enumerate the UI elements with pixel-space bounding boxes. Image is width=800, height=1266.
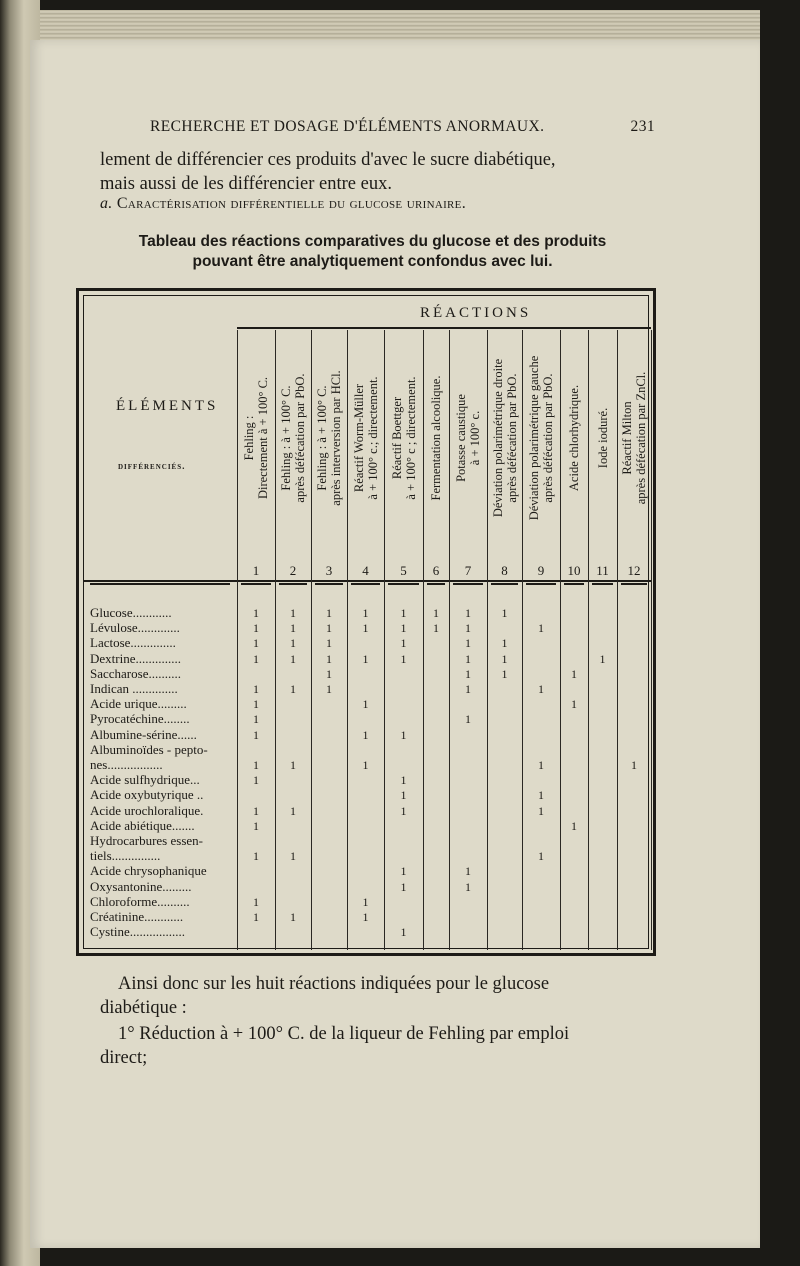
row-label: Hydrocarbures essen-: [90, 833, 203, 848]
column-number-8: 8: [501, 563, 508, 578]
reaction-mark: 1: [290, 606, 296, 620]
reaction-mark: 1: [326, 636, 332, 651]
row-label: Acide urique.........: [90, 696, 187, 712]
column-header-line-2: après défécation par ZnCl.: [634, 371, 648, 505]
row-label: Chloroforme..........: [90, 893, 190, 909]
column-rule-9: [560, 330, 561, 950]
column-number-11: 11: [596, 563, 609, 578]
column-header-11: [596, 320, 610, 556]
page-number: 231: [630, 118, 655, 135]
reaction-mark: 1: [253, 727, 259, 742]
reaction-mark: 1: [501, 666, 508, 681]
reaction-mark: 1: [326, 621, 332, 636]
reaction-mark: 1: [631, 758, 637, 772]
row-label: Créatinine............: [90, 909, 184, 924]
row-label: Lévulose.............: [90, 620, 180, 636]
row-label: nes.................: [90, 757, 163, 772]
reaction-mark: 1: [465, 879, 471, 894]
reaction-mark: 1: [400, 879, 407, 894]
column-header-line-1: Fermentation alcoolique.: [429, 375, 443, 501]
reaction-mark: 1: [290, 910, 296, 924]
column-number-rule: [241, 583, 271, 585]
column-number-rule: [453, 583, 483, 585]
column-header-line-1: Réactif Boettger: [389, 396, 404, 480]
conclusion-line-1: Ainsi donc sur les huit réactions indiquées pour le glucose: [118, 974, 550, 994]
reaction-mark: 1: [465, 636, 471, 651]
column-number-12: 12: [627, 563, 641, 578]
intro-line-1: lement de différencier ces produits d'avec le sucre diabétique,: [100, 150, 556, 170]
row-label: tiels...............: [90, 848, 161, 864]
reaction-mark: 1: [400, 636, 407, 651]
column-rule-1: [275, 330, 276, 950]
reaction-mark: 1: [253, 636, 259, 651]
reaction-mark: 1: [538, 621, 544, 636]
column-header-7: [454, 320, 482, 556]
column-header-3: [315, 320, 343, 556]
column-number-7: 7: [464, 563, 472, 578]
reaction-mark: 1: [400, 606, 407, 620]
reaction-mark: 1: [253, 712, 259, 727]
reaction-mark: 1: [571, 697, 577, 712]
column-rule-0: [237, 330, 238, 950]
reaction-mark: 1: [362, 621, 369, 636]
reaction-mark: 1: [290, 636, 296, 651]
reaction-mark: 1: [571, 818, 577, 833]
row-label: Acide oxybutyrique ..: [90, 787, 204, 803]
column-number-rule: [592, 583, 613, 585]
reaction-mark: 1: [290, 682, 296, 696]
reaction-mark: 1: [253, 621, 259, 636]
column-number-9: 9: [537, 563, 545, 578]
column-header-1: [242, 320, 270, 556]
elements-header: ÉLÉMENTS: [116, 398, 219, 414]
row-label: Cystine.................: [90, 924, 185, 940]
column-header-10: [567, 320, 581, 556]
row-label: Acide abiétique.......: [90, 817, 195, 833]
column-header-12: [620, 320, 648, 556]
conclusion-line-4: direct;: [100, 1048, 148, 1068]
column-rule-2: [311, 330, 312, 950]
column-header-line-1: Déviation polarimétrique droite: [490, 358, 505, 518]
reaction-mark: 1: [501, 606, 508, 620]
header-rule: [84, 580, 651, 582]
column-number-rule: [351, 583, 380, 585]
reactions-group-header: RÉACTIONS: [420, 305, 532, 321]
column-number-rule: [564, 583, 584, 585]
column-header-2: [279, 320, 307, 556]
reaction-mark: 1: [599, 651, 606, 666]
column-number-1: 1: [252, 563, 260, 578]
row-label: Albuminoïdes - pepto-: [90, 741, 208, 757]
conclusion-line-3: 1° Réduction à + 100° C. de la liqueur de Fehling par emploi: [118, 1024, 570, 1044]
running-head: [150, 118, 655, 136]
reaction-mark: 1: [253, 818, 259, 833]
reaction-mark: 1: [400, 651, 407, 666]
reaction-mark: 1: [501, 636, 508, 651]
row-label: Oxysantonine.........: [90, 878, 192, 894]
reaction-mark: 1: [362, 727, 369, 742]
column-rule-12: [651, 330, 652, 950]
reaction-mark: 1: [571, 666, 577, 681]
reaction-mark: 1: [253, 849, 259, 864]
reaction-mark: 1: [465, 864, 471, 879]
reaction-mark: 1: [253, 682, 259, 696]
reaction-mark: 1: [253, 697, 259, 712]
column-rule-4: [384, 330, 385, 950]
reaction-mark: 1: [400, 788, 407, 803]
column-header-line-1: Réactif Worm-Müller: [351, 383, 366, 493]
reaction-mark: 1: [290, 758, 296, 772]
reaction-mark: 1: [253, 758, 259, 772]
reaction-mark: 1: [290, 651, 296, 666]
column-number-rule: [621, 583, 647, 585]
column-header-line-2: après défécation par PbO.: [541, 373, 555, 503]
reaction-mark: 1: [253, 606, 259, 620]
intro-line-2: mais aussi de les différencier entre eux.: [100, 174, 392, 194]
running-head-title: RECHERCHE ET DOSAGE D'ÉLÉMENTS ANORMAUX.: [150, 118, 545, 135]
reaction-mark: 1: [326, 682, 332, 696]
column-header-6: [429, 320, 443, 556]
reaction-mark: 1: [465, 666, 471, 681]
column-number-rule: [279, 583, 307, 585]
reaction-mark: 1: [465, 606, 471, 620]
column-number-rule: [388, 583, 419, 585]
column-number-5: 5: [400, 563, 407, 578]
column-header-line-2: après défécation par PbO.: [293, 373, 307, 503]
column-number-rule: [491, 583, 518, 585]
column-header-line-2: à + 100° c.; directement.: [365, 376, 380, 500]
reaction-mark: 1: [290, 621, 296, 636]
column-header-line-1: Réactif Milton: [620, 401, 634, 475]
subsection-heading: [100, 195, 466, 213]
column-header-line-2: après défécation par PbO.: [504, 373, 519, 503]
column-rule-8: [522, 330, 523, 950]
column-rule-6: [449, 330, 450, 950]
column-header-line-1: Déviation polarimétrique gauche: [527, 355, 541, 521]
row-label: Acide urochloralique.: [90, 802, 204, 818]
reaction-mark: 1: [538, 849, 544, 864]
column-rule-3: [347, 330, 348, 950]
row-label: Lactose..............: [90, 635, 176, 651]
column-header-9: [527, 320, 555, 556]
reaction-mark: 1: [465, 621, 471, 636]
reaction-mark: 1: [433, 621, 439, 636]
column-header-line-1: Iode ioduré.: [595, 407, 610, 469]
column-rule-7: [487, 330, 488, 950]
reaction-mark: 1: [362, 606, 369, 620]
row-label: Pyrocatéchine........: [90, 711, 190, 727]
reaction-mark: 1: [326, 651, 332, 666]
reaction-mark: 1: [253, 910, 259, 924]
column-number-10: 10: [567, 563, 581, 578]
subsection-letter: a.: [100, 195, 113, 212]
reaction-mark: 1: [400, 621, 407, 636]
reaction-mark: 1: [362, 910, 369, 924]
reaction-mark: 1: [538, 682, 544, 696]
reaction-mark: 1: [362, 894, 369, 909]
column-header-line-1: Fehling :: [242, 415, 256, 461]
column-number-3: 3: [325, 563, 333, 578]
column-number-rule: [315, 583, 343, 585]
reaction-mark: 1: [362, 697, 369, 712]
reaction-mark: 1: [290, 849, 296, 864]
column-number-rule: [526, 583, 556, 585]
column-header-line-1: Potasse caustique: [454, 394, 468, 482]
row-label: Glucose............: [90, 605, 172, 620]
caption-line-2: pouvant être analytiquement confondus avec lui.: [192, 253, 553, 270]
reaction-mark: 1: [290, 803, 296, 818]
column-number-2: 2: [289, 563, 297, 578]
reaction-mark: 1: [253, 894, 259, 909]
reaction-mark: 1: [538, 788, 544, 803]
row-label: Albumine-sérine......: [90, 726, 197, 742]
row-label: Indican ..............: [90, 681, 178, 696]
column-header-4: [352, 320, 380, 556]
column-header-line-2: à + 100° c.: [468, 410, 482, 466]
column-header-line-1: Acide chlorhydrique.: [567, 384, 581, 492]
row-label: Acide chrysophanique: [90, 863, 207, 879]
column-header-line-2: après interversion par HCl.: [329, 370, 343, 506]
column-header-line-2: Directement à + 100° C.: [256, 376, 270, 500]
reaction-mark: 1: [400, 773, 407, 788]
reaction-mark: 1: [326, 606, 332, 620]
column-number-6: 6: [432, 563, 440, 578]
column-rule-10: [588, 330, 589, 950]
subsection-title: Caractérisation différentielle du glucose urinaire.: [116, 195, 466, 212]
reaction-mark: 1: [400, 864, 407, 879]
label-number-rule: [90, 583, 230, 585]
reaction-mark: 1: [362, 758, 369, 772]
row-label: Dextrine..............: [90, 650, 181, 666]
column-header-line-1: Fehling : à + 100° C.: [279, 385, 293, 491]
reaction-mark: 1: [326, 666, 332, 681]
reaction-mark: 1: [400, 803, 407, 818]
reaction-mark: 1: [362, 651, 369, 666]
row-label: Acide sulfhydrique...: [90, 772, 200, 788]
caption-line-1: Tableau des réactions comparatives du glucose et des produits: [138, 233, 607, 250]
reaction-mark: 1: [465, 712, 471, 727]
column-header-5: [390, 320, 418, 556]
reaction-mark: 1: [465, 682, 471, 696]
column-header-line-2: à + 100° c ; directement.: [403, 376, 418, 500]
row-label: Saccharose..........: [90, 665, 181, 681]
conclusion-line-2: diabétique :: [100, 998, 187, 1018]
reaction-mark: 1: [400, 727, 407, 742]
reaction-mark: 1: [253, 803, 259, 818]
reaction-mark: 1: [400, 925, 407, 940]
reaction-mark: 1: [433, 606, 439, 620]
reaction-mark: 1: [501, 651, 508, 666]
column-rule-11: [617, 330, 618, 950]
column-rule-5: [423, 330, 424, 950]
reaction-mark: 1: [538, 758, 544, 772]
reaction-mark: 1: [253, 651, 259, 666]
column-number-4: 4: [362, 563, 369, 578]
reaction-mark: 1: [253, 773, 259, 788]
column-number-rule: [427, 583, 445, 585]
column-header-8: [491, 320, 519, 556]
elements-subheader: différenciés.: [118, 462, 186, 472]
table-caption: [95, 232, 650, 272]
column-header-line-1: Fehling : à + 100° C.: [315, 385, 329, 491]
reaction-mark: 1: [538, 803, 544, 818]
reaction-mark: 1: [465, 651, 471, 666]
